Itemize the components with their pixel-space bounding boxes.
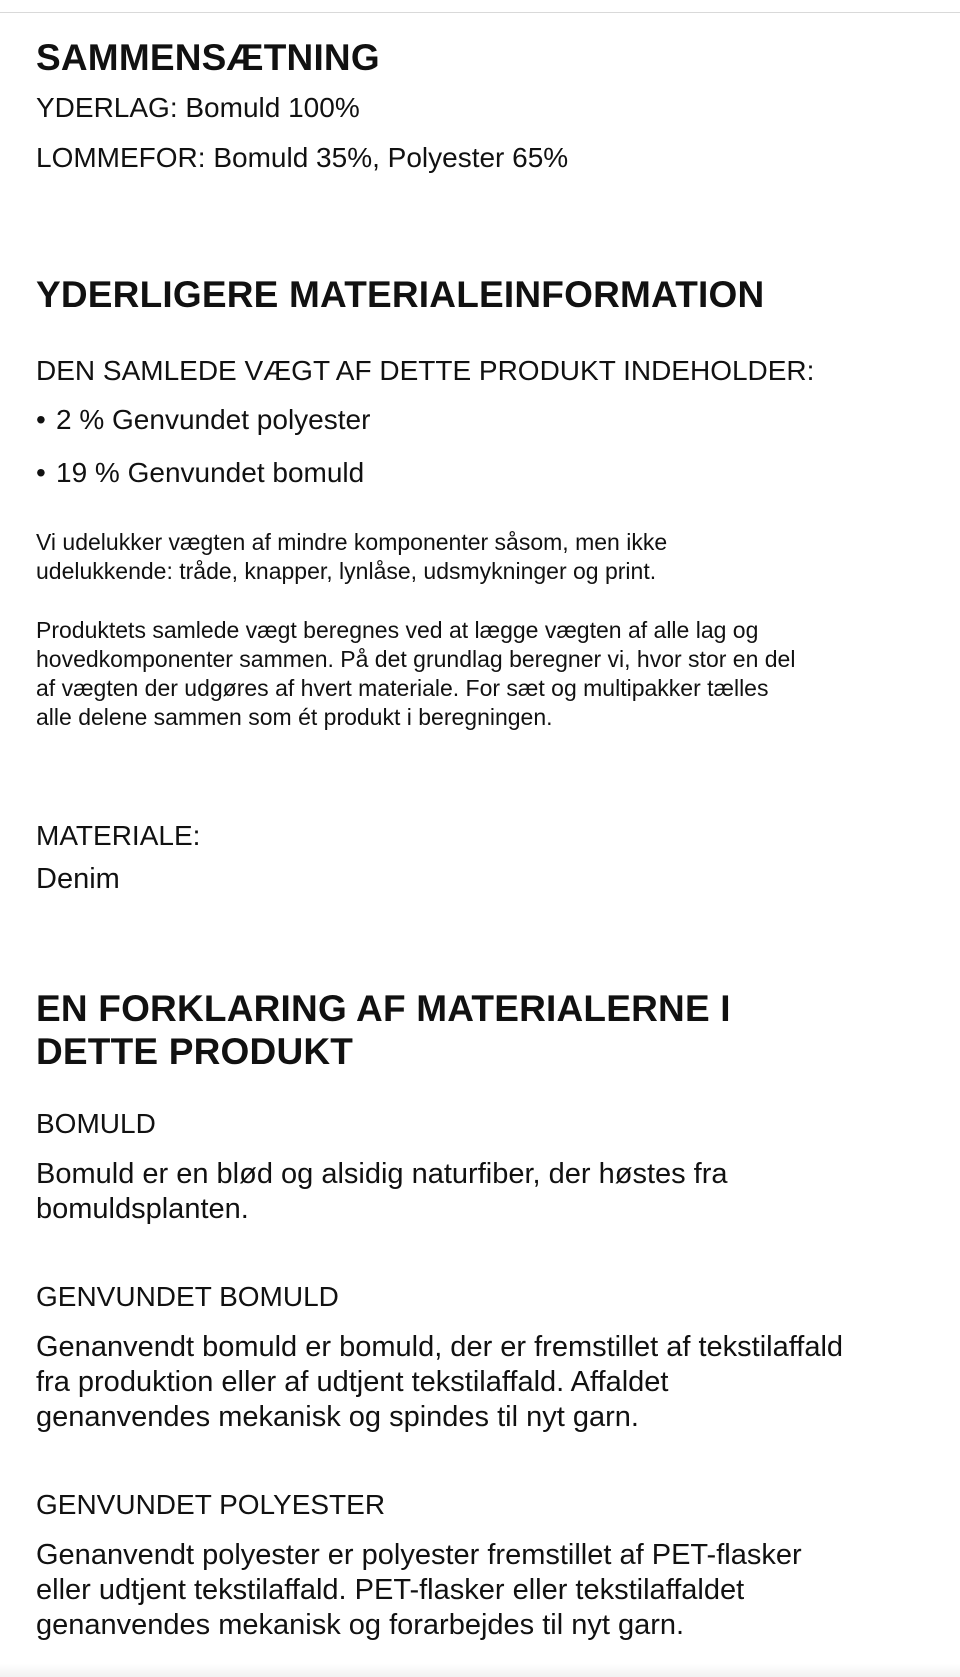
- weight-calculation-note: [36, 616, 795, 732]
- description-line: fra produktion eller af udtjent tekstilaffald. Affaldet: [36, 1366, 669, 1398]
- note-line: udelukkende: tråde, knapper, lynlåse, udsmykninger og print.: [36, 558, 657, 584]
- note-line: Produktets samlede vægt beregnes ved at lægge vægten af alle lag og: [36, 617, 759, 643]
- top-divider: [0, 12, 960, 13]
- recycled-polyester-share: 2 % Genvundet polyester: [56, 404, 371, 435]
- recycled-content-list: [36, 403, 370, 490]
- note-line: hovedkomponenter sammen. På det grundlag beregner vi, hvor stor en del: [36, 646, 796, 672]
- note-line: alle delene sammen som ét produkt i beregningen.: [36, 704, 553, 730]
- description-line: eller udtjent tekstilaffald. PET-flasker eller tekstilaffaldet: [36, 1574, 745, 1606]
- composition-title: SAMMENSÆTNING: [36, 37, 380, 78]
- list-item: [36, 403, 370, 456]
- material-info-title: YDERLIGERE MATERIALEINFORMATION: [36, 274, 765, 315]
- weight-exclusion-note: [36, 528, 667, 586]
- material-name-recycled-polyester: GENVUNDET POLYESTER: [36, 1489, 386, 1520]
- note-line: Vi udelukker vægten af mindre komponenter såsom, men ikke: [36, 529, 668, 555]
- composition-outer-layer: YDERLAG: Bomuld 100%: [36, 92, 360, 123]
- description-line: Genanvendt bomuld er bomuld, der er fremstillet af tekstilaffald: [36, 1331, 844, 1363]
- bullet-icon: •: [36, 404, 46, 435]
- composition-pocket-lining: LOMMEFOR: Bomuld 35%, Polyester 65%: [36, 142, 569, 173]
- explanation-title: [36, 987, 731, 1073]
- title-line: DETTE PRODUKT: [36, 1031, 354, 1072]
- material-description-cotton: [36, 1157, 728, 1227]
- bullet-icon: •: [36, 457, 46, 488]
- note-line: af vægten der udgøres af hvert materiale. For sæt og multipakker tælles: [36, 675, 769, 701]
- description-line: Genanvendt polyester er polyester fremstillet af PET-flasker: [36, 1539, 802, 1571]
- material-label: MATERIALE:: [36, 820, 201, 851]
- material-value: Denim: [36, 863, 120, 895]
- material-description-recycled-cotton: [36, 1330, 843, 1435]
- title-line: EN FORKLARING AF MATERIALERNE I: [36, 988, 731, 1029]
- material-name-cotton: BOMULD: [36, 1108, 156, 1139]
- material-description-recycled-polyester: [36, 1538, 802, 1643]
- list-item: [36, 456, 370, 490]
- description-line: bomuldsplanten.: [36, 1193, 249, 1225]
- bottom-edge-shadow: [0, 1664, 960, 1677]
- recycled-cotton-share: 19 % Genvundet bomuld: [56, 457, 365, 488]
- description-line: Bomuld er en blød og alsidig naturfiber, der høstes fra: [36, 1158, 728, 1190]
- description-line: genanvendes mekanisk og spindes til nyt garn.: [36, 1401, 639, 1433]
- description-line: genanvendes mekanisk og forarbejdes til nyt garn.: [36, 1609, 685, 1641]
- material-info-intro: DEN SAMLEDE VÆGT AF DETTE PRODUKT INDEHOLDER:: [36, 355, 815, 386]
- material-name-recycled-cotton: GENVUNDET BOMULD: [36, 1281, 339, 1312]
